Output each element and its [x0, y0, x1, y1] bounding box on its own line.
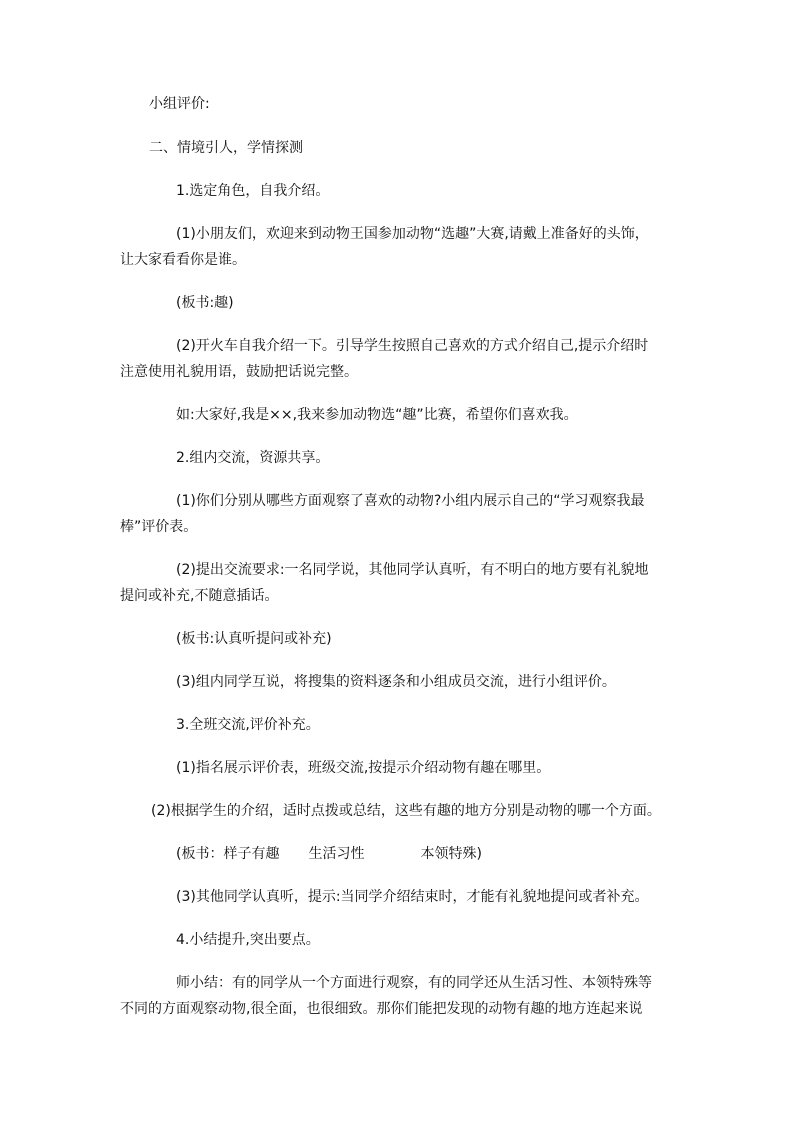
board-note-aspects [176, 844, 482, 864]
board-item-appearance: (板书：样子有趣 [176, 846, 280, 862]
paragraph-line: (3)其他同学认真听，提示:当同学介绍结束时，才能有礼貌地提问或者补充。 [176, 889, 649, 905]
board-note: (板书:趣) [176, 295, 234, 311]
step-2-heading: 2.组内交流，资源共享。 [176, 450, 330, 466]
step-3-heading: 3.全班交流,评价补充。 [176, 717, 320, 733]
board-note: (板书:认真听提问或补充) [176, 631, 332, 647]
paragraph-line: 棒”评价表。 [120, 519, 198, 535]
example-line: 如:大家好,我是××,我来参加动物选“趣”比赛，希望你们喜欢我。 [176, 407, 578, 423]
paragraph-line: 让大家看看你是谁。 [120, 252, 246, 268]
paragraph-line: 提问或补充,不随意插话。 [120, 588, 279, 604]
section-label-group-evaluation: 小组评价: [149, 96, 210, 112]
paragraph-line: (1)指名展示评价表，班级交流,按提示介绍动物有趣在哪里。 [176, 760, 551, 776]
board-item-skills: 本领特殊) [420, 846, 482, 862]
paragraph-line: (2)开火车自我介绍一下。引导学生按照自己喜欢的方式介绍自己,提示介绍时 [176, 338, 649, 354]
paragraph-line: (2)根据学生的介绍，适时点拨或总结，这些有趣的地方分别是动物的哪一个方面。 [151, 803, 661, 819]
step-1-heading: 1.选定角色，自我介绍。 [176, 183, 330, 199]
paragraph-line: (1)你们分别从哪些方面观察了喜欢的动物?小组内展示自己的“学习观察我最 [176, 493, 645, 509]
paragraph-line: 不同的方面观察动物,很全面，也很细致。那你们能把发现的动物有趣的地方连起来说 [120, 1001, 643, 1017]
paragraph-line: (1)小朋友们，欢迎来到动物王国参加动物“选趣”大赛,请戴上准备好的头饰， [176, 226, 649, 242]
paragraph-line: 注意使用礼貌用语，鼓励把话说完整。 [120, 364, 358, 380]
paragraph-line: (2)提出交流要求:一名同学说，其他同学认真听，有不明白的地方要有礼貌地 [176, 562, 649, 578]
section-heading-2: 二、情境引人，学情探测 [149, 140, 303, 156]
board-item-habits: 生活习性 [308, 846, 365, 862]
step-4-heading: 4.小结提升,突出要点。 [176, 932, 320, 948]
paragraph-line: (3)组内同学互说，将搜集的资料逐条和小组成员交流，进行小组评价。 [176, 674, 616, 690]
paragraph-line: 师小结：有的同学从一个方面进行观察，有的同学还从生活习性、本领特殊等 [176, 975, 652, 991]
